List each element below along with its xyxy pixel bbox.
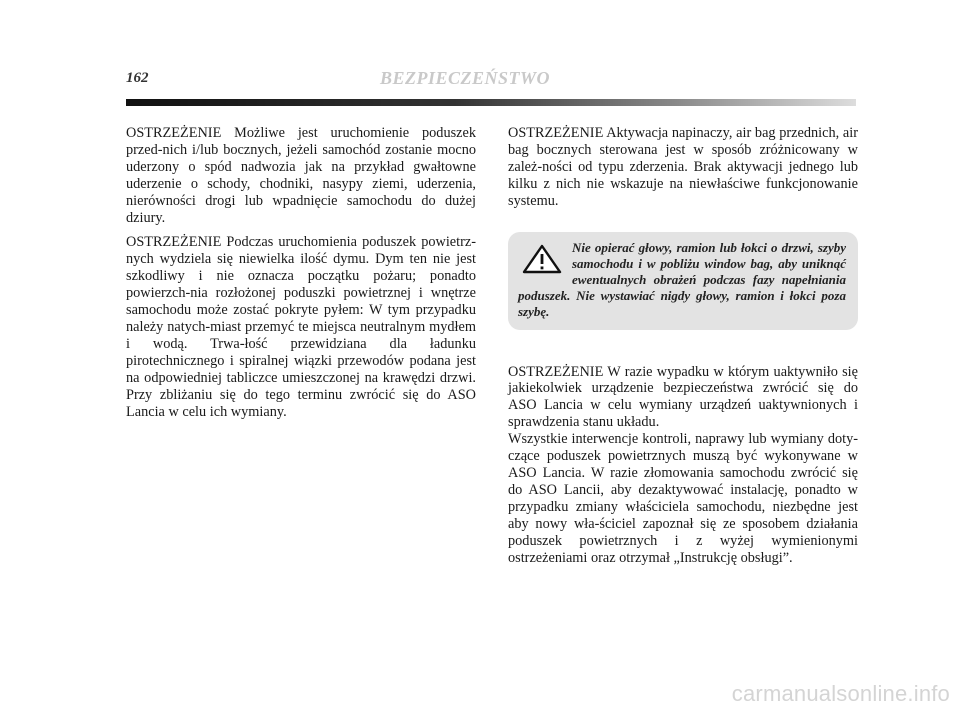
warning-box-text: Nie opierać głowy, ramion lub łokci o drzwi, szyby samochodu i w pobliżu window bag, aby uniknąć ewentualnych obrażeń podczas fazy napełniania poduszek. Nie wystawiać nigdy głowy, ramion i łokci poza szybę.: [518, 239, 846, 319]
warning-box: [508, 232, 858, 330]
header-divider: [126, 99, 856, 106]
page-header: [126, 70, 856, 94]
left-column: [126, 125, 476, 428]
warning-paragraph-after-accident: OSTRZEŻENIE W razie wypadku w którym uaktywniło się jakiekolwiek urządzenie bezpieczeństwa zwrócić się do ASO Lancia w celu wymiany urządzeń uaktywnionych i sprawdzenia stanu układu.: [508, 363, 858, 431]
paragraph-service-interventions: Wszystkie interwencje kontroli, naprawy lub wymiany doty-czące poduszek powietrznych muszą być wykonywane w ASO Lancia. W razie złomowania samochodu zwrócić się do ASO Lancii, aby dezaktywować instalację, ponadto w przypadku zmiany właściciela samochodu, niezbędne jest aby nowy wła-ściciel zapoznał się ze sposobem działania poduszek powietrznych i z wyżej wymienionymi ostrzeżeniami oraz otrzymał „Instrukcję obsługi”.: [508, 431, 858, 566]
right-column: [508, 125, 858, 574]
watermark: carmanualsonline.info: [731, 681, 950, 706]
page-number: 162: [126, 70, 149, 86]
warning-paragraph-pretensioners: OSTRZEŻENIE Aktywacja napinaczy, air bag przednich, air bag bocznych sterowana jest w sposób zróżnicowany w zależ-ności od typu zderzenia. Brak aktywacji jednego lub kilku z nich nie wskazuje na niewłaściwe funkcjonowanie systemu.: [508, 125, 858, 209]
section-title: BEZPIECZEŃSTWO: [380, 68, 551, 88]
warning-paragraph-airbag-smoke: OSTRZEŻENIE Podczas uruchomienia poduszek powietrz-nych wydziela się niewielka ilość dymu. Dym ten nie jest szkodliwy i nie oznacza początku pożaru; ponadto powierzch-nia rozłożonej poduszki powietrznej i wnętrze samochodu może zostać pokryte pyłem: W tym przypadku należy natych-miast przemyć te miejsca neutralnym mydłem i wodą. Trwa-łość przewidziana dla ładunku pirotechnicznego i spiralnej wiązki przewodów podana jest na odpowiedniej tabliczce umieszczonej na krawędzi drzwi. Przy zbliżaniu się do tego terminu zwrócić się do ASO Lancia w celu ich wymiany.: [126, 234, 476, 420]
warning-paragraph-airbag-activation: OSTRZEŻENIE Możliwe jest uruchomienie poduszek przed-nich i/lub bocznych, jeżeli samochód zostanie mocno uderzony o spód nadwozia jak na przykład gwałtowne uderzenie o schody, chodniki, nasypy ziemi, uderzenia, nierówności drogi lub wpadnięcie samochodu do dużej dziury.: [126, 125, 476, 226]
warning-triangle-icon: [522, 244, 562, 274]
